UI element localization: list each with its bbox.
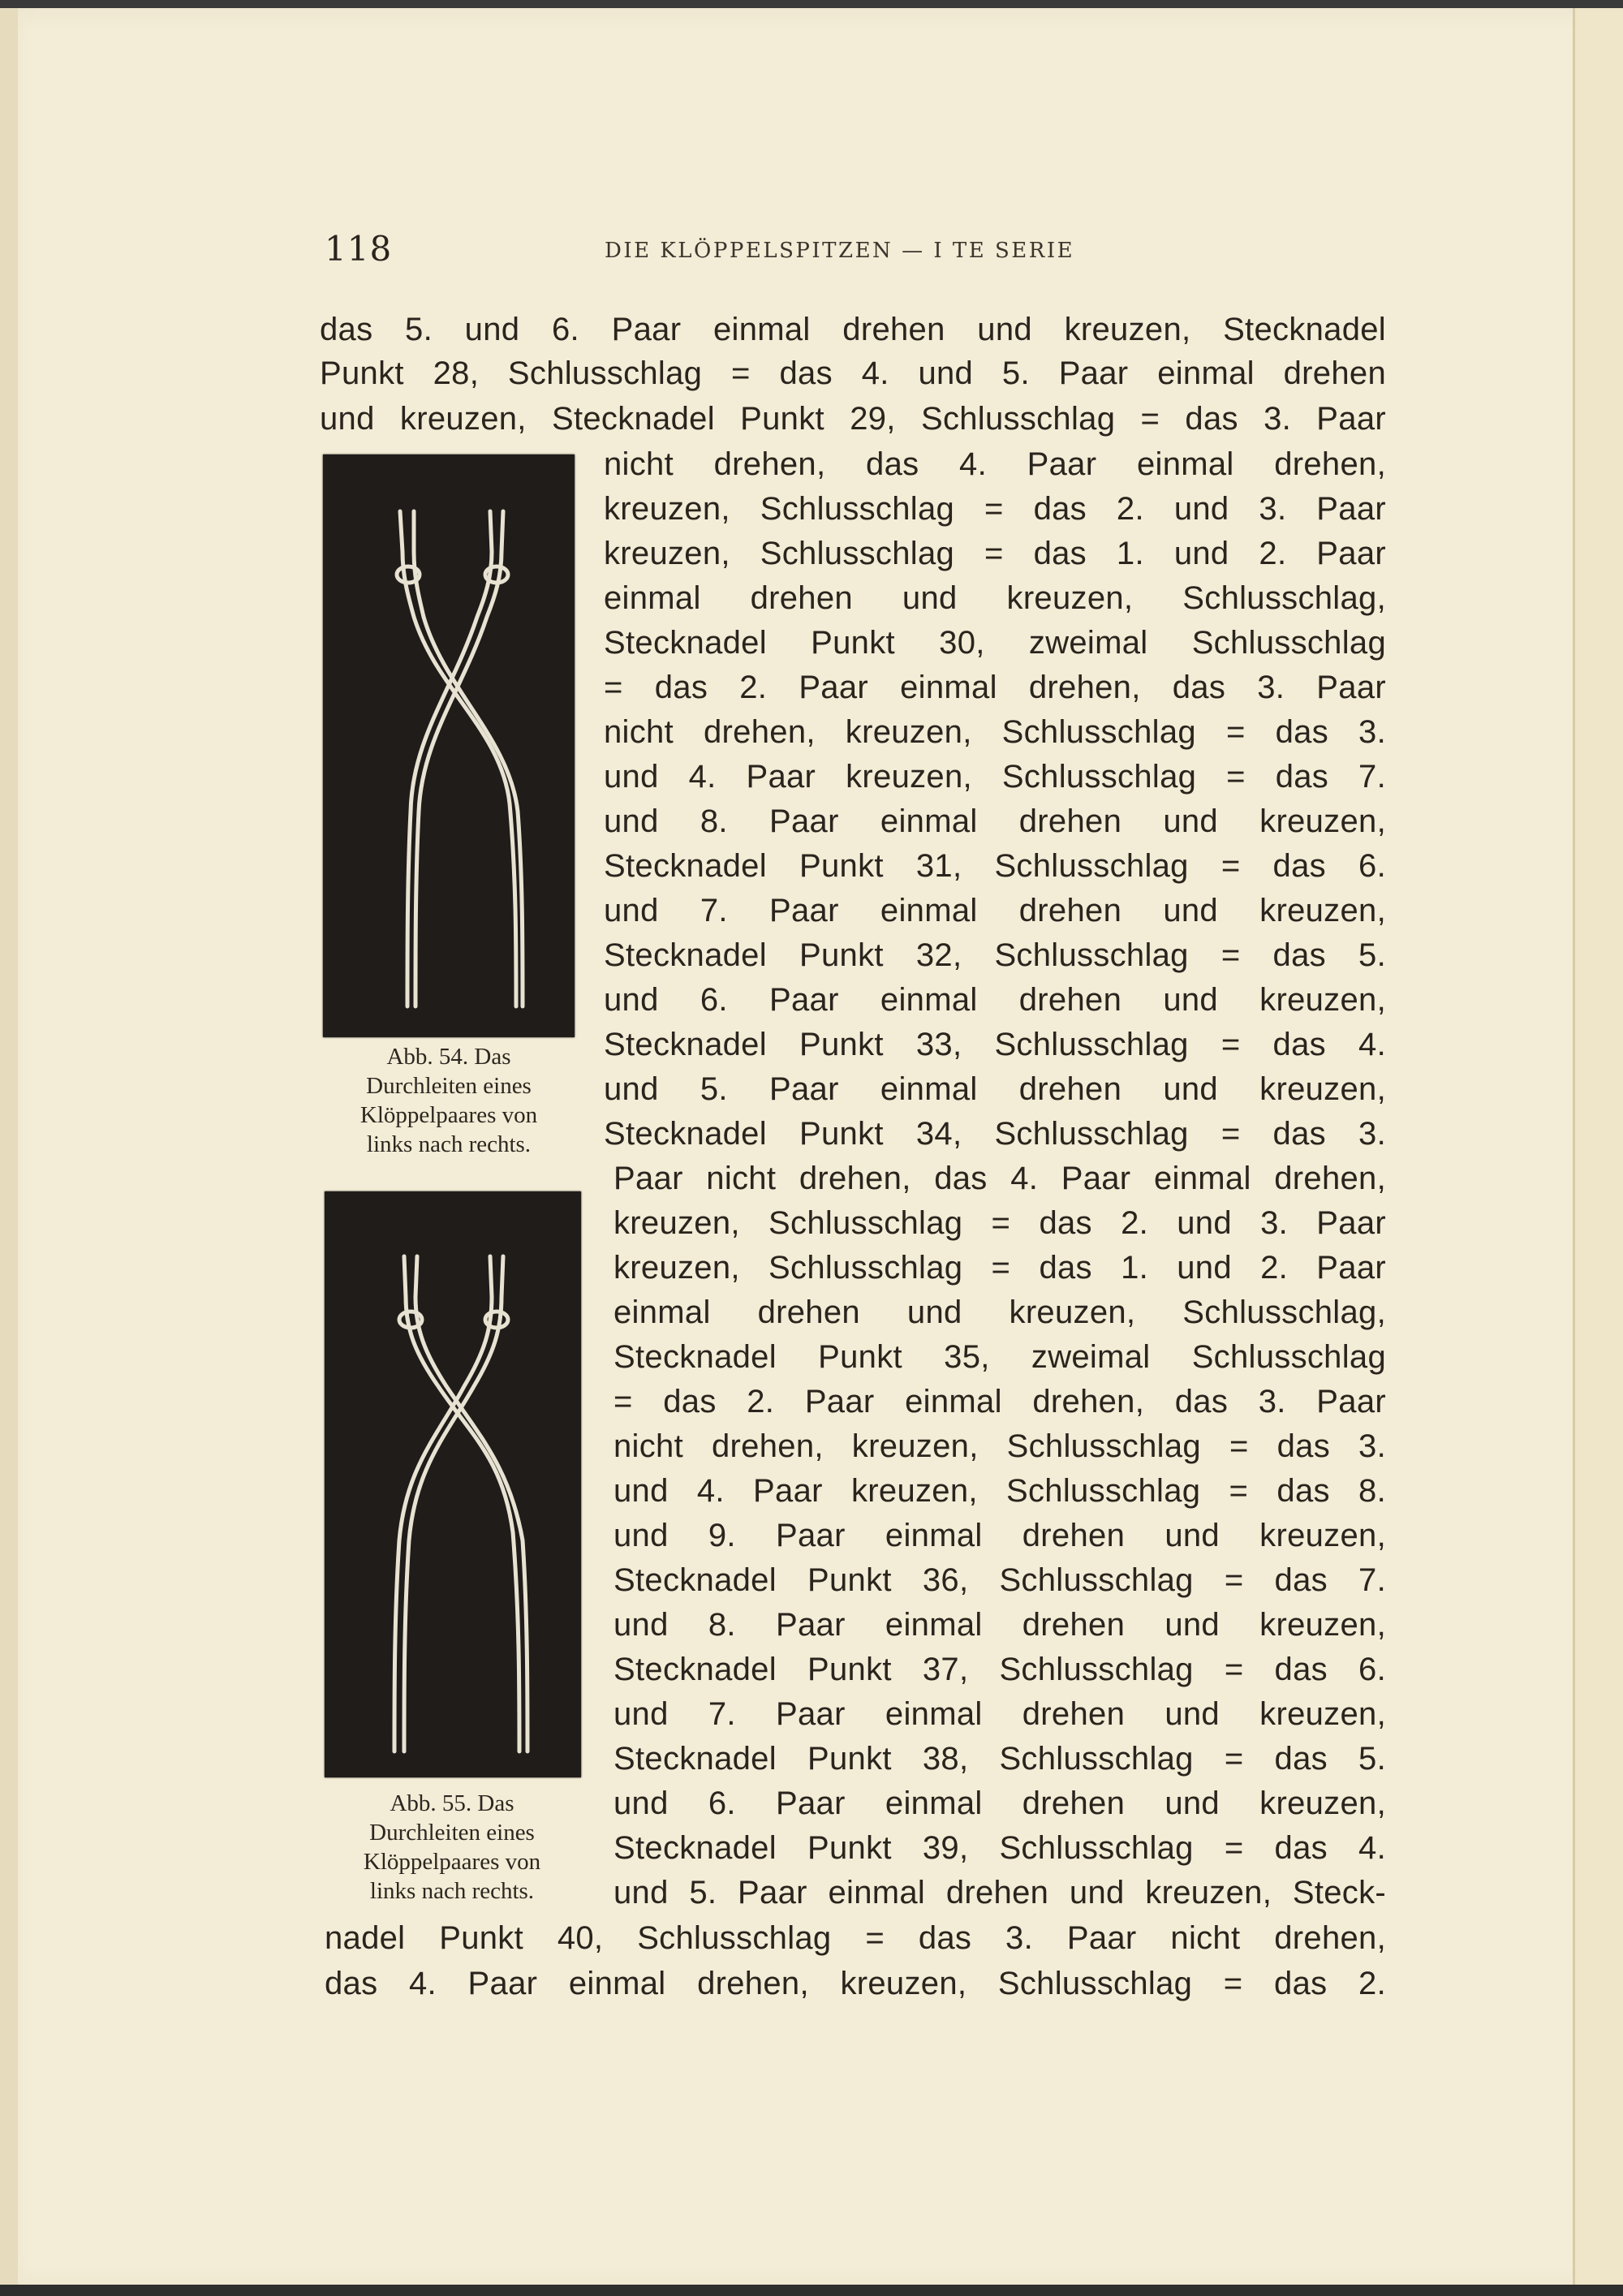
body-line: Stecknadel Punkt 31, Schlusschlag = das 6. xyxy=(604,848,1386,884)
caption-line: Durchleiten eines xyxy=(369,1820,535,1846)
left-page-margin xyxy=(0,8,18,2285)
caption-line: links nach rechts. xyxy=(366,1131,532,1157)
top-scan-edge xyxy=(0,0,1623,8)
caption-line: Abb. 54. Das xyxy=(386,1044,511,1070)
body-line: Punkt 28, Schlusschlag = das 4. und 5. Paar einmal drehen xyxy=(320,355,1386,391)
body-line: und 6. Paar einmal drehen und kreuzen, xyxy=(613,1786,1386,1821)
body-line: Stecknadel Punkt 38, Schlusschlag = das 5. xyxy=(613,1741,1386,1777)
body-line: und 6. Paar einmal drehen und kreuzen, xyxy=(604,982,1386,1018)
body-line: = das 2. Paar einmal drehen, das 3. Paar xyxy=(613,1384,1386,1419)
body-line: kreuzen, Schlusschlag = das 2. und 3. Paar xyxy=(613,1205,1386,1241)
caption-line: Klöppelpaares von xyxy=(359,1102,538,1128)
body-line: einmal drehen und kreuzen, Schlusschlag, xyxy=(613,1294,1386,1330)
body-line: und 8. Paar einmal drehen und kreuzen, xyxy=(604,803,1386,839)
body-line: und 7. Paar einmal drehen und kreuzen, xyxy=(604,893,1386,928)
figure-54-caption xyxy=(323,1042,575,1159)
body-line: und 8. Paar einmal drehen und kreuzen, xyxy=(613,1607,1386,1643)
right-page-edge xyxy=(1573,8,1623,2285)
body-line: einmal drehen und kreuzen, Schlusschlag, xyxy=(604,580,1386,616)
figure-55-photo xyxy=(325,1191,581,1777)
body-line: und 9. Paar einmal drehen und kreuzen, xyxy=(613,1518,1386,1553)
body-line: kreuzen, Schlusschlag = das 2. und 3. Paar xyxy=(604,491,1386,527)
figure-55-caption xyxy=(323,1789,581,1906)
body-line: und 4. Paar kreuzen, Schlusschlag = das 8. xyxy=(613,1473,1386,1509)
body-line: Stecknadel Punkt 39, Schlusschlag = das 4. xyxy=(613,1830,1386,1866)
bobbin-crossing-illustration xyxy=(325,1191,581,1777)
body-line: Stecknadel Punkt 36, Schlusschlag = das 7. xyxy=(613,1562,1386,1598)
running-head: DIE KLÖPPELSPITZEN — I TE SERIE xyxy=(605,239,1075,263)
caption-line: Abb. 55. Das xyxy=(390,1790,514,1816)
body-line: und 4. Paar kreuzen, Schlusschlag = das 7. xyxy=(604,759,1386,795)
body-line: und 5. Paar einmal drehen und kreuzen, Steck- xyxy=(613,1875,1386,1910)
body-line: Paar nicht drehen, das 4. Paar einmal drehen, xyxy=(613,1161,1386,1196)
caption-line: Klöppelpaares von xyxy=(363,1849,541,1875)
figure-54-photo xyxy=(323,454,575,1037)
body-line: das 4. Paar einmal drehen, kreuzen, Schlusschlag = das 2. xyxy=(325,1966,1386,2001)
body-line: Stecknadel Punkt 35, zweimal Schlusschlag xyxy=(613,1339,1386,1375)
body-line: nadel Punkt 40, Schlusschlag = das 3. Paar nicht drehen, xyxy=(325,1920,1386,1956)
body-line: und 5. Paar einmal drehen und kreuzen, xyxy=(604,1071,1386,1107)
body-line: Stecknadel Punkt 30, zweimal Schlusschlag xyxy=(604,625,1386,661)
bottom-scan-edge xyxy=(0,2285,1623,2296)
body-line: nicht drehen, kreuzen, Schlusschlag = das 3. xyxy=(613,1428,1386,1464)
caption-line: Durchleiten eines xyxy=(366,1073,532,1099)
body-line: nicht drehen, kreuzen, Schlusschlag = das 3. xyxy=(604,714,1386,750)
body-line: kreuzen, Schlusschlag = das 1. und 2. Paar xyxy=(613,1250,1386,1286)
body-line: kreuzen, Schlusschlag = das 1. und 2. Paar xyxy=(604,536,1386,571)
body-line: und kreuzen, Stecknadel Punkt 29, Schlusschlag = das 3. Paar xyxy=(320,401,1386,437)
body-line: und 7. Paar einmal drehen und kreuzen, xyxy=(613,1696,1386,1732)
caption-line: links nach rechts. xyxy=(369,1878,535,1904)
bobbin-crossing-illustration xyxy=(323,454,575,1037)
page-number: 118 xyxy=(325,229,393,269)
body-line: das 5. und 6. Paar einmal drehen und kreuzen, Stecknadel xyxy=(320,312,1386,347)
body-line: Stecknadel Punkt 32, Schlusschlag = das 5. xyxy=(604,937,1386,973)
body-line: nicht drehen, das 4. Paar einmal drehen, xyxy=(604,446,1386,482)
body-line: Stecknadel Punkt 37, Schlusschlag = das 6. xyxy=(613,1652,1386,1687)
body-line: Stecknadel Punkt 33, Schlusschlag = das 4. xyxy=(604,1027,1386,1062)
body-line: Stecknadel Punkt 34, Schlusschlag = das 3. xyxy=(604,1116,1386,1152)
body-line: = das 2. Paar einmal drehen, das 3. Paar xyxy=(604,670,1386,705)
